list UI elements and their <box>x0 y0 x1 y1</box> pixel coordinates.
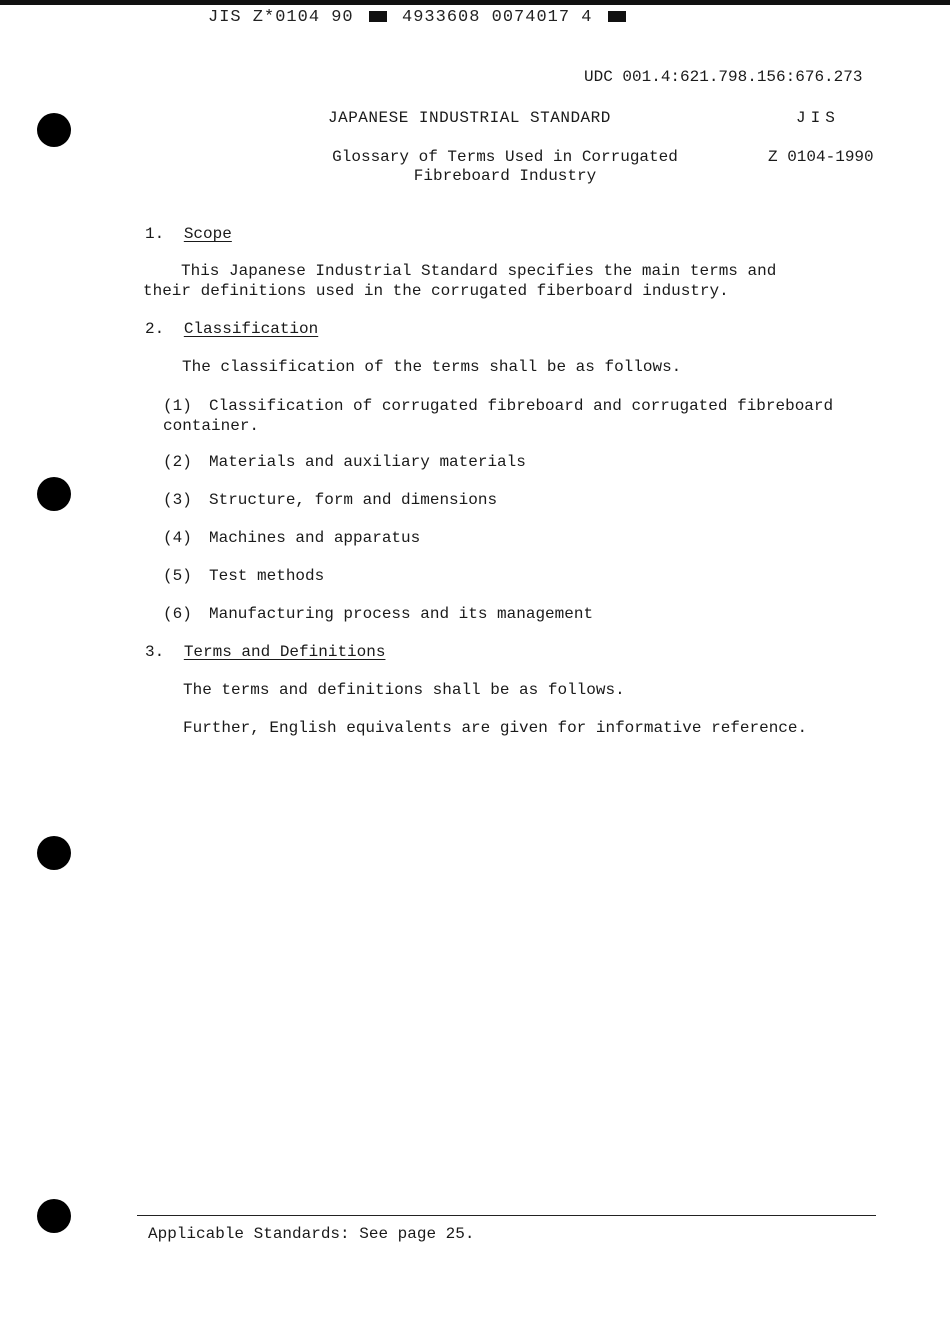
document-code-line <box>208 8 630 27</box>
list-item-number: (2) <box>163 453 192 471</box>
jis-mark: JIS <box>796 109 840 127</box>
list-item-text: Structure, form and dimensions <box>209 491 498 509</box>
list-item-number: (5) <box>163 567 192 585</box>
classification-intro: The classification of the terms shall be as follows. <box>182 358 682 376</box>
list-item <box>163 491 497 509</box>
list-item <box>163 567 324 585</box>
top-edge-bar <box>0 0 950 5</box>
list-item-text: Machines and apparatus <box>209 529 421 547</box>
punch-hole <box>37 113 71 147</box>
list-item-number: (6) <box>163 605 192 623</box>
terms-line-1: The terms and definitions shall be as follows. <box>183 681 625 699</box>
list-item <box>163 453 526 471</box>
code-block-mark <box>608 11 626 22</box>
section-number: 1. <box>145 225 165 243</box>
section-title: Classification <box>183 320 319 338</box>
list-item-number: (4) <box>163 529 192 547</box>
section-number: 3. <box>145 643 165 661</box>
udc-number: UDC 001.4:621.798.156:676.273 <box>584 68 863 86</box>
list-item-number: (1) <box>163 397 192 415</box>
section-number: 2. <box>145 320 165 338</box>
terms-line-2: Further, English equivalents are given for informative reference. <box>183 719 808 737</box>
list-item-text: Materials and auxiliary materials <box>209 453 526 471</box>
title-line-1: Glossary of Terms Used in Corrugated <box>332 148 678 166</box>
scope-paragraph: This Japanese Industrial Standard specifies the main terms and their definitions used in the corrugated fiberboard industry. <box>143 262 777 300</box>
punch-hole <box>37 836 71 870</box>
code-line-right: 4933608 0074017 4 <box>402 8 593 27</box>
standard-name: JAPANESE INDUSTRIAL STANDARD <box>328 109 611 127</box>
code-line-left: JIS Z*0104 90 <box>208 8 354 27</box>
list-item <box>163 529 420 547</box>
document-title <box>310 148 700 186</box>
list-item-number: (3) <box>163 491 192 509</box>
section-1-heading <box>145 225 232 243</box>
standard-number: Z 0104-1990 <box>768 148 874 166</box>
punch-hole <box>37 477 71 511</box>
applicable-standards-note: Applicable Standards: See page 25. <box>148 1225 475 1243</box>
section-2-heading <box>145 320 318 338</box>
section-title: Terms and Definitions <box>183 643 386 661</box>
list-item <box>163 396 843 436</box>
list-item <box>163 605 593 623</box>
title-line-2: Fibreboard Industry <box>413 167 597 185</box>
code-block-mark <box>369 11 387 22</box>
list-item-text: Manufacturing process and its management <box>209 605 594 623</box>
list-item-text: Classification of corrugated fibreboard and corrugated fibreboard container. <box>163 397 834 435</box>
punch-hole <box>37 1199 71 1233</box>
list-item-text: Test methods <box>209 567 325 585</box>
footer-rule <box>137 1215 876 1216</box>
section-title: Scope <box>183 225 232 243</box>
section-3-heading <box>145 643 385 661</box>
